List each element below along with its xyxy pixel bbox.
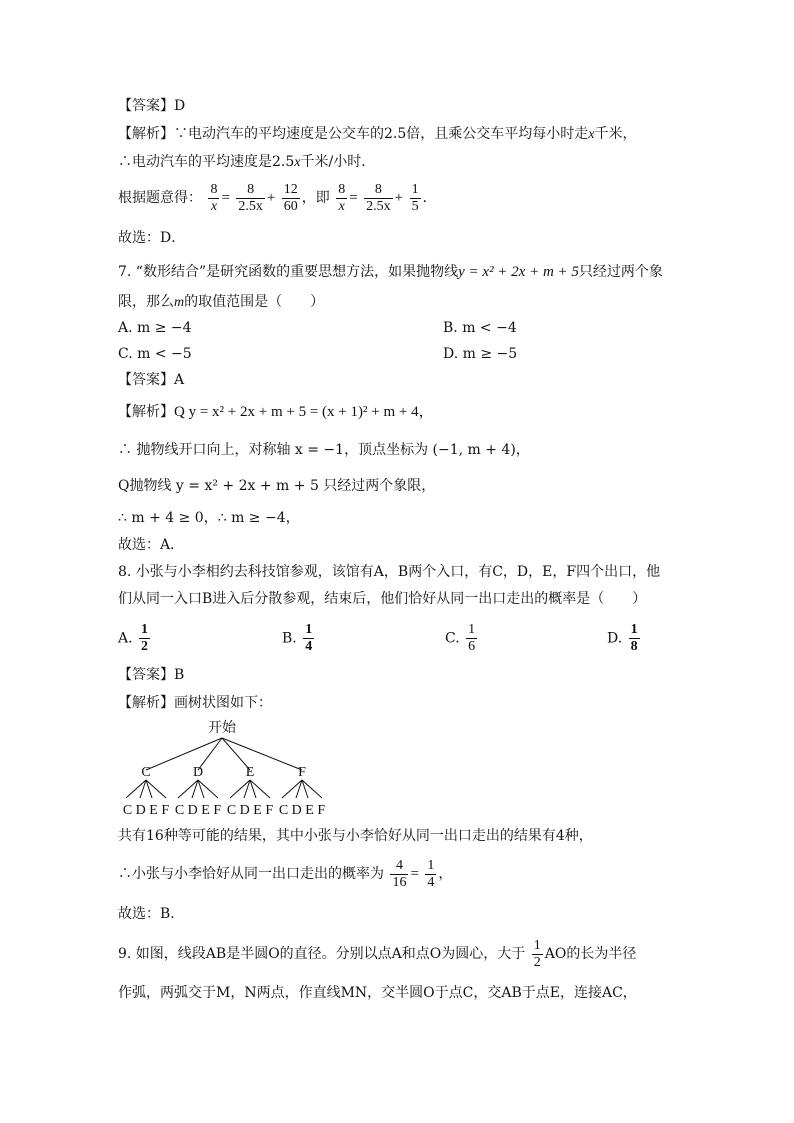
q8-probability-line: ∴小张与小李恰好从同一出口走出的概率为 $\frac{4}{16}$ = $\frac{1}{4}$ ，	[118, 857, 453, 890]
fraction: $\frac{4}{16}$	[392, 857, 407, 890]
tree-leaf-group: C D E F	[122, 803, 170, 818]
fraction: $\frac{1}{4}$	[427, 857, 435, 890]
q7-conclusion: 故选：A．	[118, 537, 185, 553]
fraction: $\frac{8}{x}$	[338, 181, 346, 214]
q8-answer-line: 【答案】B	[118, 667, 185, 683]
q6-conclusion: 故选：D．	[118, 230, 186, 246]
probability-tree-diagram	[110, 712, 350, 822]
q7-option-b: B. m < −4	[443, 320, 517, 336]
fraction: $\frac{1}{2}$	[533, 937, 541, 970]
q7-answer-line: 【答案】A	[118, 372, 185, 388]
q8-analysis-intro: 【解析】画树状图如下：	[118, 695, 272, 711]
q6-answer-line	[118, 96, 185, 116]
q7-analysis-line4: ∴ m + 4 ≥ 0，∴ m ≥ −4，	[118, 510, 300, 526]
q7-option-a: A. m ≥ −4	[118, 320, 192, 336]
answer-value: D	[174, 98, 186, 114]
q6-analysis-line1: 【解析】∵电动汽车的平均速度是公交车的2.5倍，且乘公交车平均每小时走x千米，	[118, 126, 637, 142]
q8-result-line: 共有16种等可能的结果，其中小张与小李恰好从同一出口走出的结果有4种，	[118, 828, 593, 844]
fraction: $\frac{8}{2.5x}$	[366, 181, 391, 214]
q8-option-c: C. $\frac{1}{6}$	[445, 622, 476, 654]
q7-stem-line2: 限，那么m的取值范围是（ ）	[118, 294, 325, 310]
fraction: $\frac{1}{5}$	[411, 181, 419, 214]
q8-conclusion: 故选：B．	[118, 906, 185, 922]
q9-stem-line2: 作弧，两弧交于M，N两点，作直线MN，交半圆O于点C，交AB于点E，连接AC，	[118, 985, 637, 1001]
tree-leaf-group: C D E F	[174, 803, 222, 818]
q8-stem-line2: 们从同一入口B进入后分散参观，结束后，他们恰好从同一出口走出的概率是（ ）	[118, 591, 647, 607]
tree-leaf-group: C D E F	[226, 803, 274, 818]
q7-stem-line1: 7. “数形结合”是研究函数的重要思想方法，如果抛物线y = x² + 2x + m + 5只经过两个象	[118, 264, 663, 280]
q7-analysis-line2: ∴ 抛物线开口向上，对称轴 x = −1，顶点坐标为 (−1, m + 4)，	[118, 442, 530, 458]
q9-stem-line1: 9. 如图，线段AB是半圆O的直径。分别以点A和点O为圆心，大于 $\frac{1}{2}$ AO的长为半径	[118, 937, 637, 970]
tree-node-f: F	[298, 765, 306, 780]
formula: y = x² + 2x + m + 5	[458, 264, 579, 280]
tree-node-d: D	[192, 765, 204, 780]
q8-option-d: D. $\frac{1}{8}$	[607, 622, 638, 654]
analysis-tag: 【解析】	[118, 126, 174, 142]
q7-option-d: D. m ≥ −5	[443, 346, 518, 362]
q8-stem-line1: 8. 小张与小李相约去科技馆参观，该馆有A，B两个入口，有C，D，E，F四个出口，他	[118, 564, 661, 580]
q7-analysis-line3: Q抛物线 y = x² + 2x + m + 5 只经过两个象限，	[118, 478, 436, 494]
q7-option-c: C. m < −5	[118, 346, 192, 362]
fraction: $\frac{8}{2.5x}$	[238, 181, 263, 214]
answer-tag: 【答案】	[118, 98, 174, 114]
q7-analysis-line1: 【解析】Q y = x² + 2x + m + 5 = (x + 1)² + m + 4，	[118, 404, 434, 420]
fraction: $\frac{8}{x}$	[210, 181, 218, 214]
q6-equation-line: 根据题意得： $\frac{8}{x}$ = $\frac{8}{2.5x}$ + $\frac{12}{60}$ ，即 $\frac{8}{x}$ = $\frac{8}{2.5x}$ + $\frac{1}{5}$ ．	[118, 181, 437, 214]
tree-edge	[222, 738, 302, 770]
q6-analysis-line2: ∴电动汽车的平均速度是2.5x千米/小时．	[118, 154, 376, 170]
tree-node-c: C	[141, 765, 151, 780]
fraction: $\frac{12}{60}$	[283, 181, 298, 214]
q8-option-b: B. $\frac{1}{4}$	[282, 622, 313, 654]
tree-leaf-group: C D E F	[278, 803, 326, 818]
tree-root: 开始	[208, 721, 236, 736]
q8-option-a: A. $\frac{1}{2}$	[118, 622, 149, 654]
tree-node-e: E	[245, 765, 255, 780]
